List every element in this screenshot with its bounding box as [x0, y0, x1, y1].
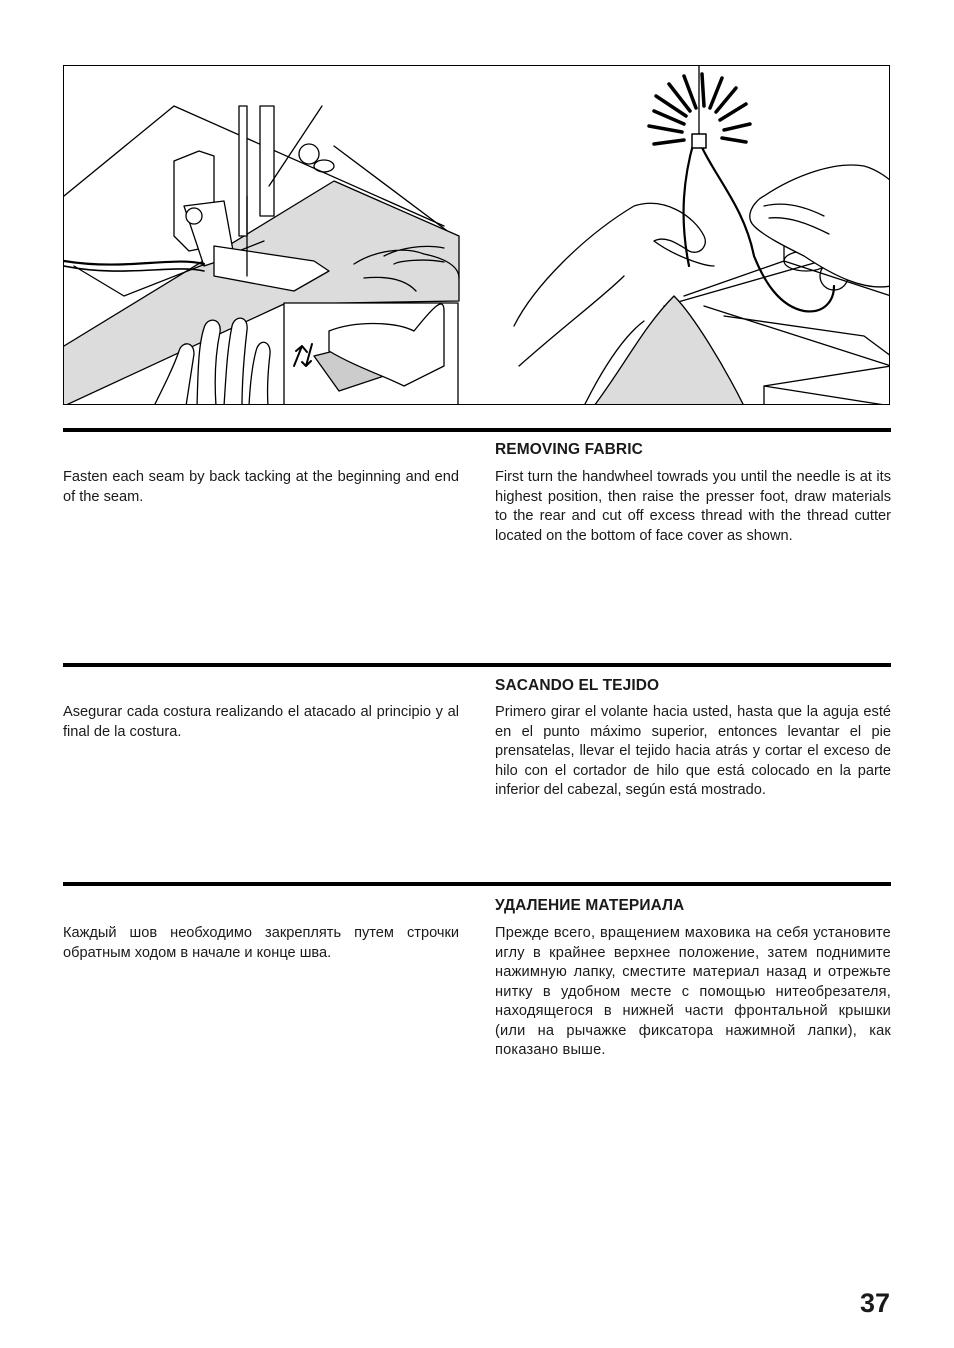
section-divider-russian: [63, 882, 891, 886]
section-divider-english: [63, 428, 891, 432]
sacando-el-tejido-heading: SACANDO EL TEJIDO: [495, 677, 660, 694]
backtack-instruction-russian: Каждый шов необходимо закреплять путем строчки обратным ходом в начале и конце шва.: [63, 925, 459, 961]
section-divider-spanish: [63, 663, 891, 667]
removing-fabric-text: First turn the handwheel towrads you until the needle is at its highest position, then raise the presser foot, draw materials to the rear and cut off excess thread with the thread cutter located on the bottom of face cover as shown.: [495, 469, 891, 544]
page-number: 37: [859, 1288, 890, 1318]
needle-bar: [239, 106, 247, 236]
backtack-instruction-spanish: Asegurar cada costura realizando el atacado al principio y al final de la costura.: [63, 704, 459, 740]
udalenie-materiala-heading: УДАЛЕНИЕ МАТЕРИАЛА: [495, 897, 685, 914]
backtack-instruction-english: Fasten each seam by back tacking at the beginning and end of the seam.: [63, 469, 459, 505]
udalenie-materiala-text: Прежде всего, вращением маховика на себя установите иглу в крайнее верхнее положение, затем поднимите нажимную лапку, сместите материал назад и отрежьте нитку в удобном месте с помощью нитеобрезателя, находящегося в нижней части фронтальной крышки (или на рычажке фиксатора нажимной лапки), как показано выше.: [495, 925, 891, 1058]
sewing-illustration: [64, 66, 890, 405]
sacando-el-tejido-text: Primero girar el volante hacia usted, hasta que la aguja esté en el punto máximo superior, entonces levantar el pie prensatelas, llevar el tejido hacia atrás y cortar el exceso de hilo con el cortador de hilo que está colocado en la parte inferior del cabezal, según está mostrado.: [495, 704, 891, 798]
illustration-panel: [63, 65, 890, 405]
removing-fabric-heading: REMOVING FABRIC: [495, 441, 643, 458]
